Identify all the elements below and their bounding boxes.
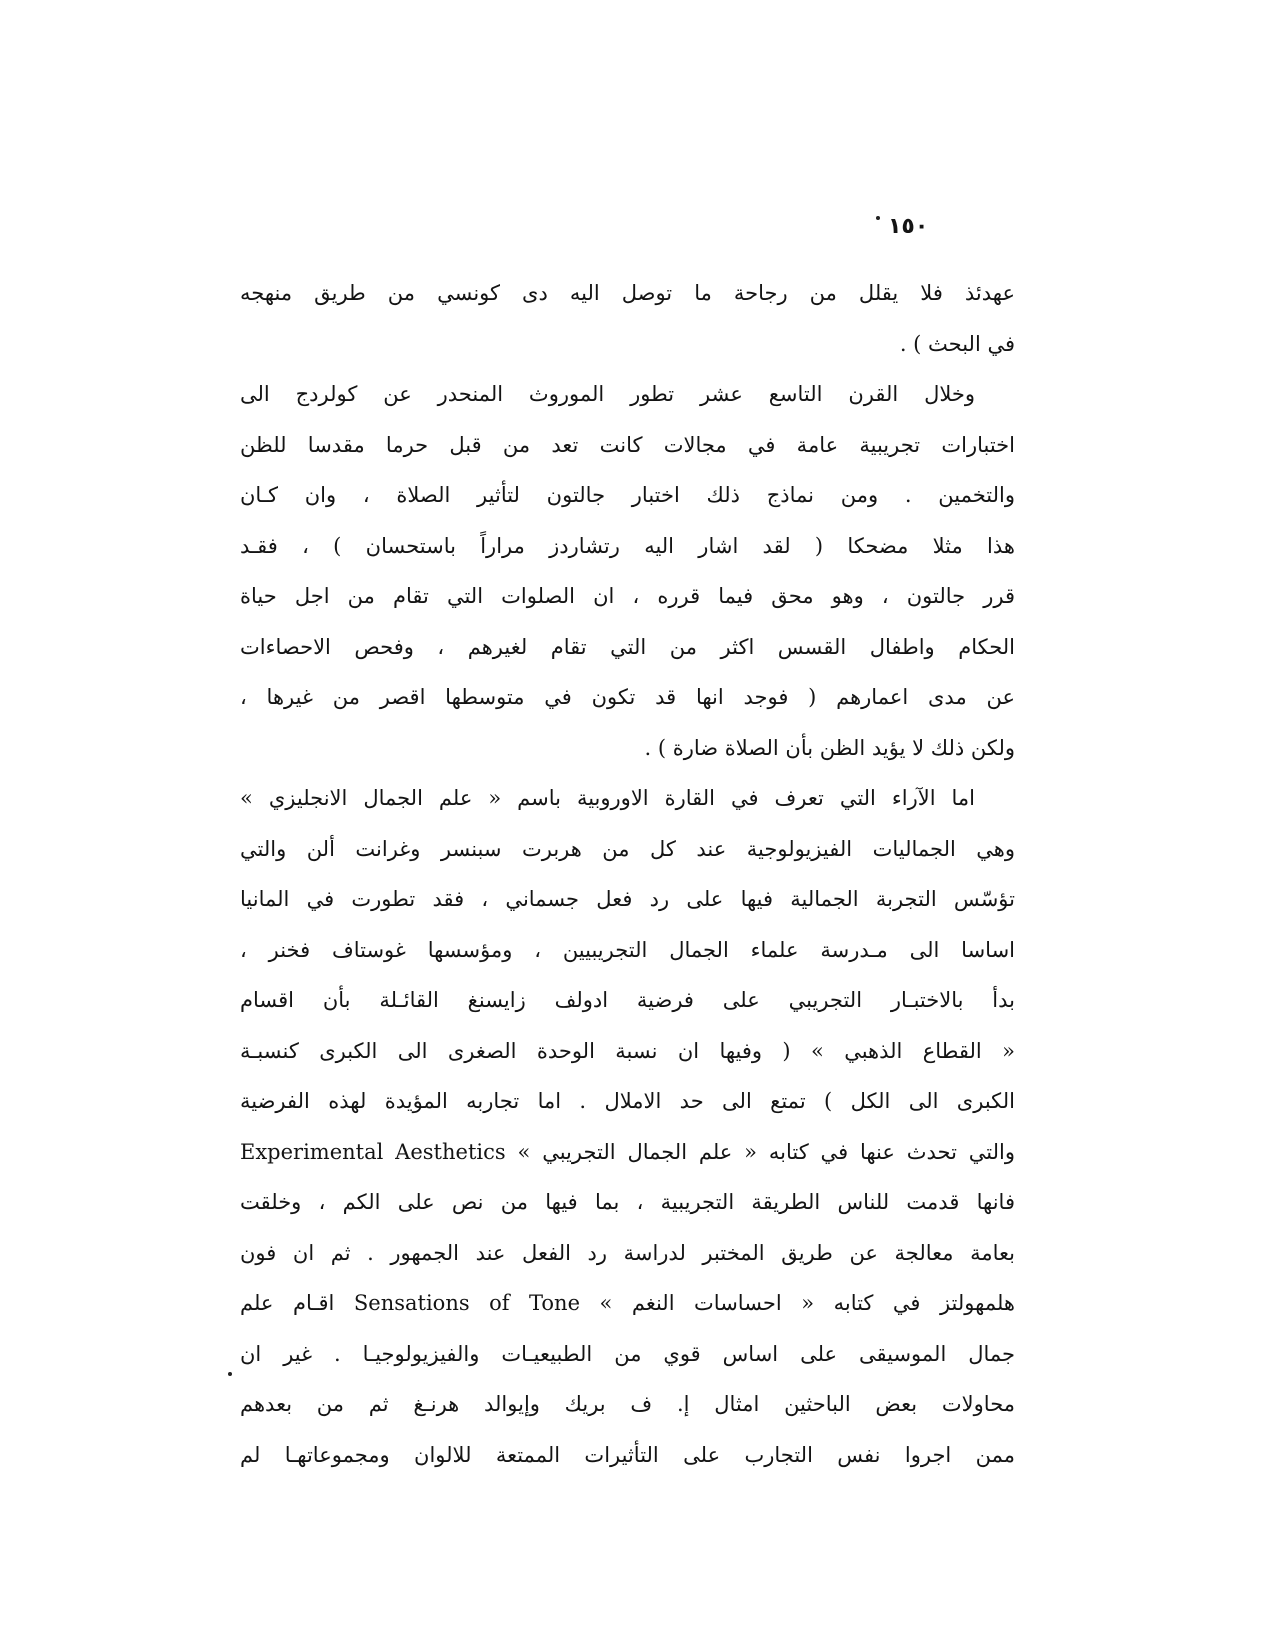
text-line: هذا مثلا مضحكا ( لقد اشار اليه رتشاردز مراراً باستحسان ) ، فقـد	[240, 533, 1015, 558]
body-text	[240, 268, 1015, 1480]
text-line: اساسا الى مـدرسة علماء الجمال التجريبيين ، ومؤسسها غوستاف فخنر ،	[240, 937, 1015, 962]
text-line: بدأ بالاختبـار التجريبي على فرضية ادولف زايسنغ القائـلة بأن اقسام	[240, 988, 1015, 1012]
text-line: اما الآراء التي تعرف في القارة الاوروبية باسم « علم الجمال الانجليزي »	[240, 786, 975, 810]
text-line: جمال الموسيقى على اساس قوي من الطبيعيـات والفيزيولوجيـا . غير ان	[240, 1341, 1015, 1366]
text-line: الكبرى الى الكل ) تمتع الى حد الاملال . اما تجاربه المؤيدة لهذه الفرضية	[240, 1089, 1015, 1113]
text-line: قرر جالتون ، وهو محق فيما قرره ، ان الصلوات التي تقام من اجل حياة	[240, 584, 1015, 608]
page-number: ١٥٠	[888, 214, 929, 239]
text-line: تؤسّس التجربة الجمالية فيها على رد فعل جسماني ، فقد تطورت في المانيا	[240, 887, 1015, 911]
text-line: ممن اجروا نفس التجارب على التأثيرات الممتعة للالوان ومجموعاتهـا لم	[240, 1442, 1015, 1467]
text-line: هلمهولتز في كتابه « احساسات النغم » Sensations of Tone اقـام علم	[240, 1291, 1015, 1315]
scan-speck	[228, 1372, 232, 1376]
text-line: وخلال القرن التاسع عشر تطور الموروث المنحدر عن كولردج الى	[240, 382, 975, 406]
text-line: بعامة معالجة عن طريق المختبر لدراسة رد الفعل عند الجمهور . ثم ان فون	[240, 1240, 1015, 1265]
text-line: محاولات بعض الباحثين امثال إ. ف بريك وإيوالد هرنـغ ثم من بعدهم	[240, 1392, 1015, 1416]
text-line: فانها قدمت للناس الطريقة التجريبية ، بما فيها من نص على الكم ، وخلقت	[240, 1190, 1015, 1214]
text-line: والتخمين . ومن نماذج ذلك اختبار جالتون لتأثير الصلاة ، وان كـان	[240, 483, 1015, 507]
text-line: « القطاع الذهبي » ( وفيها ان نسبة الوحدة الصغرى الى الكبرى كنسبـة	[240, 1038, 1015, 1063]
text-line: وهي الجماليات الفيزيولوجية عند كل من هربرت سبنسر وغرانت ألن والتي	[240, 836, 1015, 861]
text-line: في البحث ) .	[899, 331, 1015, 356]
text-line: ولكن ذلك لا يؤيد الظن بأن الصلاة ضارة ) .	[644, 735, 1015, 760]
text-line: عن مدى اعمارهم ( فوجد انها قد تكون في متوسطها اقصر من غيرها ،	[240, 685, 1015, 709]
text-line: والتي تحدث عنها في كتابه « علم الجمال التجريبي » Experimental Aesthetics	[240, 1139, 1015, 1164]
scan-speck	[876, 216, 880, 220]
text-line: عهدئذ فلا يقلل من رجاحة ما توصل اليه دى كونسي من طريق منهجه	[240, 281, 1015, 305]
text-line: اختبارات تجريبية عامة في مجالات كانت تعد من قبل حرما مقدسا للظن	[240, 432, 1015, 457]
text-line: الحكام واطفال القسس اكثر من التي تقام لغيرهم ، وفحص الاحصاءات	[240, 634, 1015, 659]
